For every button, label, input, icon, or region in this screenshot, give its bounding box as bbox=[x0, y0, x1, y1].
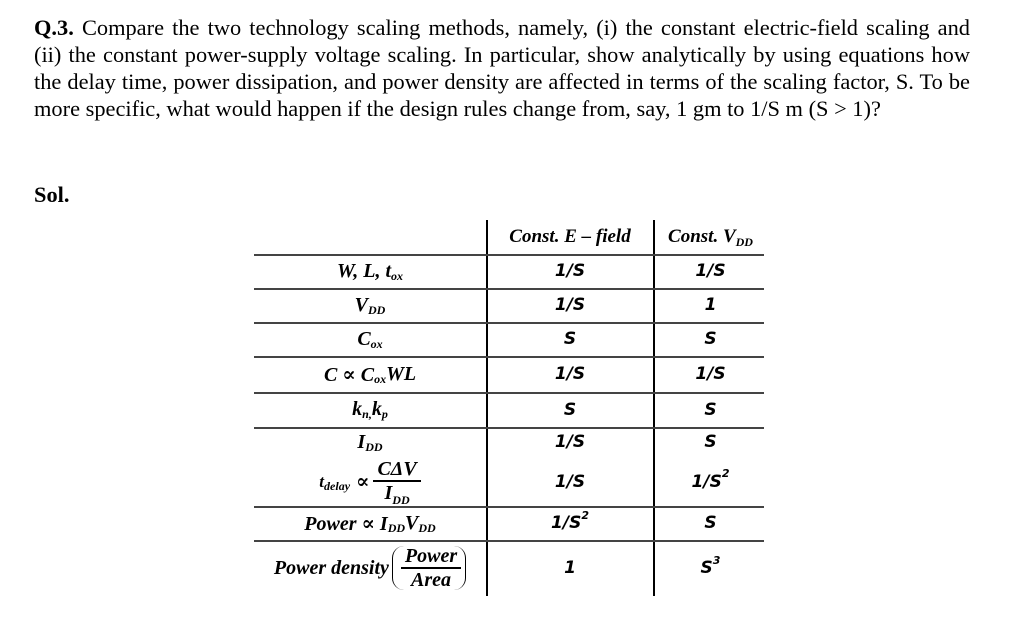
cell-vdd: S bbox=[704, 513, 717, 533]
cell-vdd bbox=[657, 457, 764, 506]
cell-e-field: 1/S bbox=[554, 364, 586, 384]
row-label-tdelay bbox=[254, 457, 486, 506]
row-label-text: V bbox=[354, 293, 368, 316]
row-label-capacitance bbox=[254, 356, 486, 392]
cell-vdd-sup: 2 bbox=[721, 467, 730, 480]
row-label-sub: n, bbox=[362, 407, 372, 421]
row-label-text: I bbox=[357, 430, 366, 453]
row-label-text: k bbox=[352, 398, 363, 420]
fraction-denominator bbox=[381, 482, 414, 505]
cell-e-field-text: 1/S bbox=[551, 513, 582, 533]
fraction-denominator: Area bbox=[411, 569, 451, 591]
row-label-idd bbox=[254, 427, 486, 457]
row-label-sub2: DD bbox=[418, 520, 436, 535]
cell-vdd: 1 bbox=[704, 295, 717, 315]
cell-vdd-sup: 3 bbox=[712, 553, 721, 567]
row-label-sub: delay bbox=[324, 479, 351, 493]
cell-e-field: 1 bbox=[564, 558, 576, 578]
cell-vdd: 1/S bbox=[695, 261, 726, 281]
cell-e-field bbox=[490, 506, 650, 540]
row-label-sub: DD bbox=[368, 302, 386, 317]
cell-vdd: 1/S bbox=[695, 364, 726, 384]
cell-e-field: 1/S bbox=[554, 432, 586, 452]
row-label-post: WL bbox=[386, 362, 417, 385]
row-label-post: ∝ bbox=[356, 471, 370, 493]
scaling-table bbox=[254, 220, 764, 596]
cell-vdd-text: 1/S bbox=[691, 471, 722, 492]
solution-label: Sol. bbox=[34, 182, 70, 207]
header-const-vdd-sub: DD bbox=[735, 234, 753, 249]
cell-vdd: S bbox=[704, 399, 717, 420]
fraction-numerator: Power bbox=[401, 546, 461, 569]
row-label-vdd bbox=[254, 288, 486, 322]
header-const-vdd-main: Const. V bbox=[668, 226, 736, 247]
question-text bbox=[34, 14, 970, 122]
question-body: Compare the two technology scaling methods, namely, (i) the constant electric-field scaling and (ii) the constant power-supply voltage scaling. In particular, show analytically by using equations how the delay time, power dissipation, and power density are affected in terms of the scaling factor, S. To be more specific, what would happen if the design rules change from, say, 1 gm to 1/S m (S > 1)? bbox=[34, 15, 970, 121]
row-label-sub: ox bbox=[374, 371, 387, 386]
row-label-kn-kp bbox=[254, 392, 486, 427]
fraction-denominator-text: I bbox=[384, 481, 393, 504]
delay-fraction bbox=[373, 459, 420, 505]
row-label-sub: DD bbox=[365, 439, 383, 454]
cell-vdd-text: S bbox=[700, 558, 713, 578]
cell-e-field-sup: 2 bbox=[581, 508, 589, 522]
header-const-e-field: Const. E – field bbox=[509, 226, 631, 247]
cell-e-field: 1/S bbox=[554, 261, 586, 281]
cell-vdd bbox=[657, 540, 764, 596]
row-label-text: W, L, t bbox=[336, 259, 392, 282]
row-label-wl-tox bbox=[254, 254, 486, 288]
row-label-power-density bbox=[254, 540, 486, 596]
row-label-post: k bbox=[371, 398, 382, 420]
cell-e-field: S bbox=[563, 399, 577, 420]
cell-e-field: 1/S bbox=[554, 295, 586, 315]
cell-vdd: S bbox=[704, 432, 717, 452]
fraction-denominator-sub: DD bbox=[392, 492, 410, 507]
row-label-text: C ∝ C bbox=[323, 363, 375, 386]
row-label-sub2: p bbox=[381, 407, 388, 421]
row-label-text: t bbox=[319, 471, 325, 491]
cell-e-field: S bbox=[563, 329, 577, 349]
power-area-fraction bbox=[401, 546, 461, 590]
question-number: Q.3. bbox=[34, 15, 74, 40]
row-label-sub: ox bbox=[370, 336, 383, 351]
cell-e-field: 1/S bbox=[554, 471, 586, 492]
row-label-sub: ox bbox=[391, 268, 404, 283]
row-label-post: V bbox=[405, 511, 419, 534]
row-label-cox bbox=[254, 322, 486, 356]
row-label-sub: DD bbox=[387, 520, 406, 535]
row-label-power bbox=[254, 506, 486, 540]
row-label-text: Power ∝ I bbox=[304, 512, 388, 535]
row-label-text: C bbox=[357, 327, 371, 350]
power-area-paren bbox=[392, 546, 466, 590]
row-label-text: Power density bbox=[273, 556, 389, 579]
header-const-vdd bbox=[657, 220, 764, 254]
fraction-numerator: CΔV bbox=[373, 459, 420, 482]
cell-vdd: S bbox=[704, 329, 717, 349]
